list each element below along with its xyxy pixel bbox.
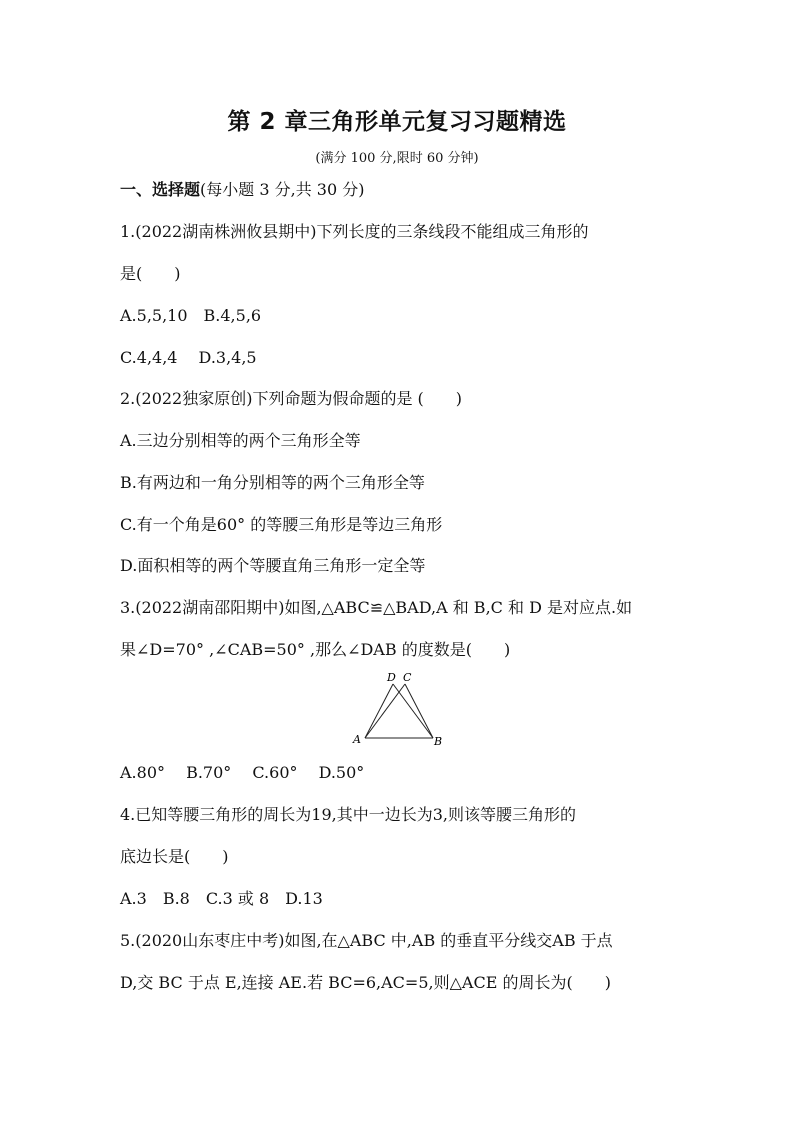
q2-stem: 2.(2022独家原创)下列命题为假命题的是 ( ) bbox=[120, 389, 463, 408]
segment-bc bbox=[405, 684, 433, 738]
section-heading-note: (每小题 3 分,共 30 分) bbox=[200, 180, 365, 199]
q3-options: A.80° B.70° C.60° D.50° bbox=[120, 763, 365, 782]
q1-stem-line1: 1.(2022湖南株洲攸县期中)下列长度的三条线段不能组成三角形的 bbox=[120, 222, 589, 241]
label-a: A bbox=[353, 733, 361, 746]
label-d: D bbox=[387, 671, 396, 684]
q3-stem-line1: 3.(2022湖南邵阳期中)如图,△ABC≌△BAD,A 和 B,C 和 D 是对应点.如 bbox=[120, 598, 633, 617]
q1-options-ab: A.5,5,10 B.4,5,6 bbox=[120, 306, 262, 325]
q1-options-cd: C.4,4,4 D.3,4,5 bbox=[120, 348, 257, 367]
q5-stem-line1: 5.(2020山东枣庄中考)如图,在△ABC 中,AB 的垂直平分线交AB 于点 bbox=[120, 931, 613, 950]
q1-stem-line2: 是( ) bbox=[120, 264, 181, 283]
page-subtitle: (满分 100 分,限时 60 分钟) bbox=[315, 151, 479, 166]
label-b: B bbox=[434, 735, 443, 748]
q2-option-c: C.有一个角是60° 的等腰三角形是等边三角形 bbox=[120, 515, 443, 534]
q3-stem-line2: 果∠D=70° ,∠CAB=50° ,那么∠DAB 的度数是( ) bbox=[120, 640, 511, 659]
label-c: C bbox=[403, 671, 412, 684]
q2-option-d: D.面积相等的两个等腰直角三角形一定全等 bbox=[120, 556, 426, 575]
q4-stem-line2: 底边长是( ) bbox=[120, 847, 229, 866]
q3-triangle-figure bbox=[345, 670, 455, 750]
page-title: 第 2 章三角形单元复习习题精选 bbox=[227, 109, 567, 135]
q2-option-b: B.有两边和一角分别相等的两个三角形全等 bbox=[120, 473, 425, 492]
q4-stem-line1: 4.已知等腰三角形的周长为19,其中一边长为3,则该等腰三角形的 bbox=[120, 805, 576, 824]
q4-options: A.3 B.8 C.3 或 8 D.13 bbox=[120, 889, 323, 908]
q5-stem-line2: D,交 BC 于点 E,连接 AE.若 BC=6,AC=5,则△ACE 的周长为( ) bbox=[120, 973, 611, 992]
segment-ad bbox=[365, 684, 393, 738]
q2-option-a: A.三边分别相等的两个三角形全等 bbox=[120, 431, 361, 450]
segment-bd bbox=[393, 684, 433, 738]
section-heading-title: 一、选择题 bbox=[120, 180, 201, 199]
section-heading bbox=[120, 180, 364, 200]
